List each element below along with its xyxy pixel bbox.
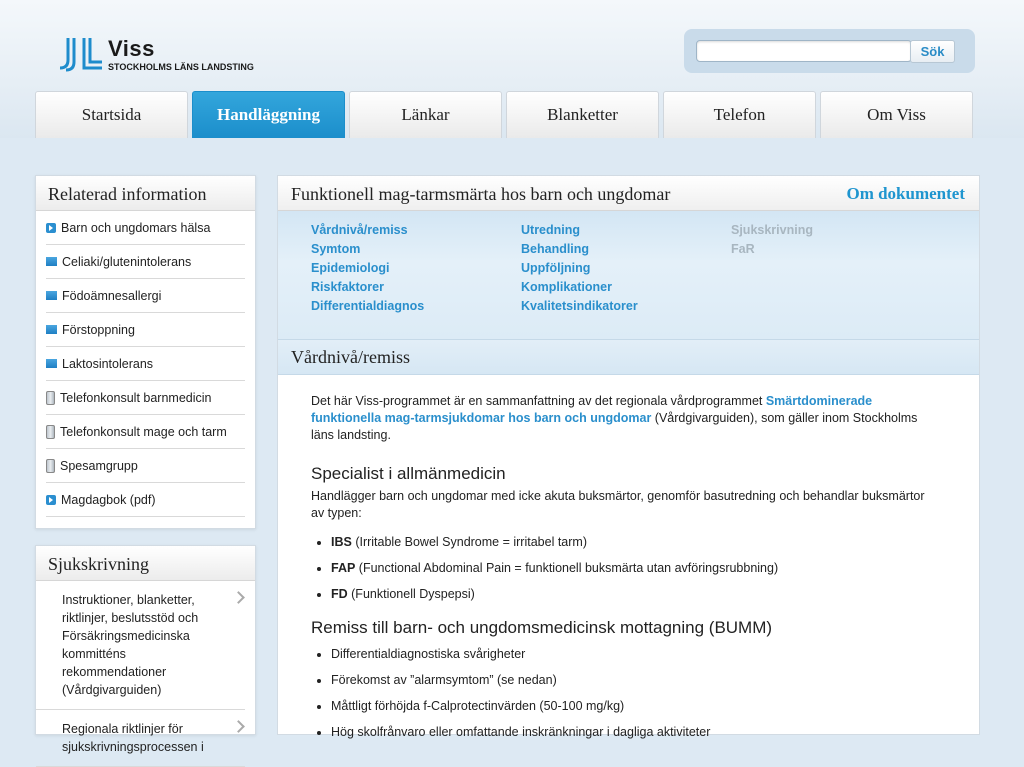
related-item-label: Celiaki/glutenintolerans xyxy=(62,254,192,269)
related-item-label: Spesamgrupp xyxy=(60,458,138,473)
toc-link-utredning[interactable]: Utredning xyxy=(521,223,581,237)
document-icon xyxy=(46,325,57,334)
list-item: • Måttligt förhöjda f-Calprotectinvärden (50-100 mg/kg) xyxy=(331,696,939,722)
term-description: (Irritable Bowel Syndrome = irritabel tarm) xyxy=(351,535,587,549)
remiss-bullet-list xyxy=(311,644,939,748)
list-item xyxy=(331,584,939,610)
related-info-title: Relaterad information xyxy=(36,176,255,211)
document-icon xyxy=(46,291,57,300)
toc-column-1 xyxy=(311,223,424,318)
search-input[interactable] xyxy=(696,40,912,62)
main-content xyxy=(277,175,980,739)
search-box xyxy=(684,29,975,73)
list-item: • Differentialdiagnostiska svårigheter xyxy=(331,644,939,670)
chevron-right-icon xyxy=(232,591,245,604)
logo-name: Viss xyxy=(108,36,155,61)
toc-link-behandling[interactable]: Behandling xyxy=(521,242,590,256)
related-item-label: Telefonkonsult barnmedicin xyxy=(60,390,212,405)
document-icon xyxy=(46,257,57,266)
term-fap: FAP xyxy=(331,561,356,575)
toc-link-kvalitetsindikatorer[interactable]: Kvalitetsindikatorer xyxy=(521,299,638,313)
section-body xyxy=(278,375,979,748)
related-item-spesamgrupp[interactable] xyxy=(46,449,245,483)
specialist-paragraph: Handlägger barn och ungdomar med icke akuta buksmärtor, genomför basutredning och behandlar buksmärtor av typen: xyxy=(311,489,925,520)
arrow-link-icon xyxy=(46,495,56,505)
about-document-link[interactable]: Om dokumentet xyxy=(846,184,965,203)
phone-icon xyxy=(46,391,55,405)
phone-icon xyxy=(46,459,55,473)
vardprogram-link[interactable]: Smärtdominerade funktionella mag-tarmsjukdomar hos barn och ungdomar xyxy=(311,394,873,425)
tab-handlaggning[interactable]: Handläggning xyxy=(192,91,345,138)
toc-column-2 xyxy=(521,223,638,318)
intro-paragraph xyxy=(311,393,939,444)
sjukskrivning-item-label: Regionala riktlinjer för sjukskrivningsprocessen i xyxy=(62,722,204,754)
related-item-magdagbok[interactable] xyxy=(46,483,245,517)
main-nav xyxy=(35,91,975,138)
related-item-label: Magdagbok (pdf) xyxy=(61,492,156,507)
sjukskrivning-item-regionala-riktlinjer[interactable] xyxy=(36,710,245,767)
list-item xyxy=(331,532,939,558)
intro-text-end: (Vårdgivarguiden), som gäller inom Stockholms läns landsting. xyxy=(311,411,918,442)
related-info-list xyxy=(36,211,255,517)
related-item-barn-ungdomars-halsa[interactable] xyxy=(46,211,245,245)
toc-link-uppfoljning[interactable]: Uppföljning xyxy=(521,261,591,275)
related-item-label: Barn och ungdomars hälsa xyxy=(61,220,211,235)
sjukskrivning-panel xyxy=(35,545,256,754)
logo-subtitle: STOCKHOLMS LÄNS LANDSTING xyxy=(108,62,254,72)
subheading-specialist: Specialist i allmänmedicin xyxy=(311,464,506,483)
subheading-remiss-bumm: Remiss till barn- och ungdomsmedicinsk mottagning (BUMM) xyxy=(311,618,773,637)
chevron-right-icon xyxy=(232,720,245,733)
sjukskrivning-item-instruktioner[interactable] xyxy=(36,581,245,710)
related-item-telefonkonsult-mage-tarm[interactable] xyxy=(46,415,245,449)
sjukskrivning-item-label: Instruktioner, blanketter, riktlinjer, beslutsstöd och Försäkringsmedicinska kommitténs rekommendationer (Vårdgivarguiden) xyxy=(62,593,199,697)
list-item: • Hög skolfrånvaro eller omfattande inskränkningar i dagliga aktiviteter xyxy=(331,722,939,748)
toc-column-3 xyxy=(731,223,813,261)
table-of-contents xyxy=(278,211,979,340)
tab-om-viss[interactable]: Om Viss xyxy=(820,91,973,138)
tab-telefon[interactable]: Telefon xyxy=(663,91,816,138)
tab-startsida[interactable]: Startsida xyxy=(35,91,188,138)
document-icon xyxy=(46,359,57,368)
term-ibs: IBS xyxy=(331,535,352,549)
list-item: • Förekomst av ”alarmsymtom” (se nedan) xyxy=(331,670,939,696)
intro-text: Det här Viss-programmet är en sammanfattning av det regionala vårdprogrammet xyxy=(311,394,766,408)
toc-link-symtom[interactable]: Symtom xyxy=(311,242,361,256)
term-description: (Functional Abdominal Pain = funktionell buksmärta utan avföringsrubbning) xyxy=(355,561,779,575)
specialist-bullet-list xyxy=(311,532,939,610)
related-item-celiaki[interactable] xyxy=(46,245,245,279)
related-item-laktosintolerans[interactable] xyxy=(46,347,245,381)
related-info-panel xyxy=(35,175,256,529)
related-item-label: Förstoppning xyxy=(62,322,135,337)
viss-logo[interactable] xyxy=(58,36,258,76)
tab-blanketter[interactable]: Blanketter xyxy=(506,91,659,138)
toc-link-far: FaR xyxy=(731,242,755,256)
related-item-forstoppning[interactable] xyxy=(46,313,245,347)
toc-link-vardniva-remiss[interactable]: Vårdnivå/remiss xyxy=(311,223,408,237)
search-button[interactable]: Sök xyxy=(910,40,955,63)
related-item-label: Telefonkonsult mage och tarm xyxy=(60,424,227,439)
toc-link-epidemiologi[interactable]: Epidemiologi xyxy=(311,261,390,275)
page-title: Funktionell mag-tarmsmärta hos barn och ungdomar xyxy=(291,184,671,204)
tab-lankar[interactable]: Länkar xyxy=(349,91,502,138)
section-title: Vårdnivå/remiss xyxy=(278,340,979,375)
viss-logo-icon xyxy=(58,36,104,72)
toc-link-komplikationer[interactable]: Komplikationer xyxy=(521,280,612,294)
term-fd: FD xyxy=(331,587,348,601)
document-header xyxy=(278,176,979,211)
list-item xyxy=(331,558,939,584)
arrow-link-icon xyxy=(46,223,56,233)
sjukskrivning-title: Sjukskrivning xyxy=(36,546,255,581)
toc-link-riskfaktorer[interactable]: Riskfaktorer xyxy=(311,280,384,294)
term-description: (Funktionell Dyspepsi) xyxy=(347,587,475,601)
related-item-label: Födoämnesallergi xyxy=(62,288,162,303)
related-item-fodoamnesallergi[interactable] xyxy=(46,279,245,313)
related-item-telefonkonsult-barnmedicin[interactable] xyxy=(46,381,245,415)
toc-link-sjukskrivning: Sjukskrivning xyxy=(731,223,813,237)
related-item-label: Laktosintolerans xyxy=(62,356,154,371)
phone-icon xyxy=(46,425,55,439)
toc-link-differentialdiagnos[interactable]: Differentialdiagnos xyxy=(311,299,425,313)
